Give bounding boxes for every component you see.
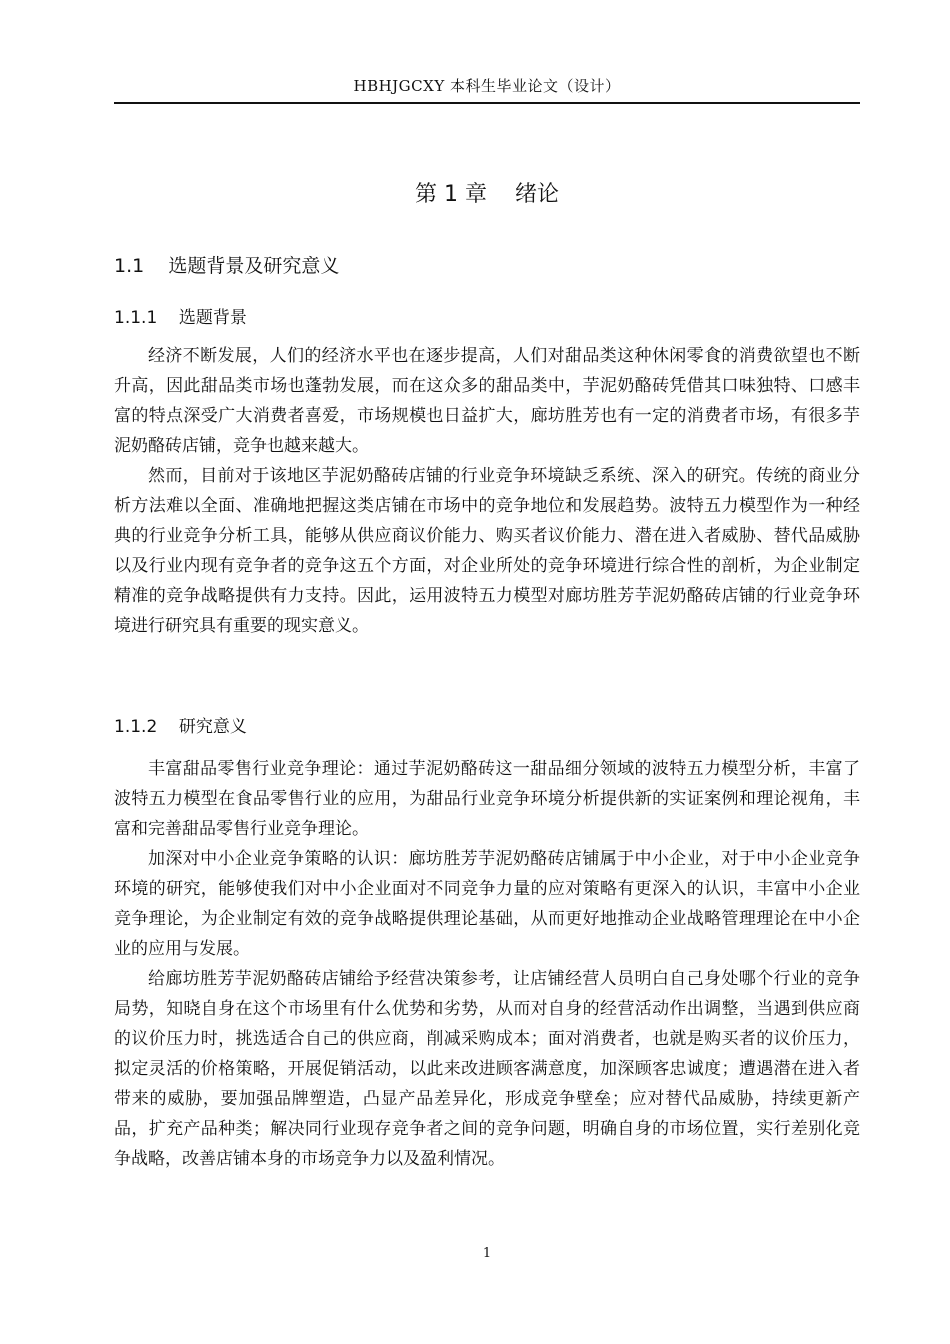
body-paragraph: 然而，目前对于该地区芋泥奶酪砖店铺的行业竞争环境缺乏系统、深入的研究。传统的商业分析方法难以全面、准确地把握这类店铺在市场中的竞争地位和发展趋势。波特五力模型作为一种经典的行业竞争分析工具，能够从供应商议价能力、购买者议价能力、潜在进入者威胁、替代品威胁以及行业内现有竞争者的竞争这五个方面，对企业所处的竞争环境进行综合性的剖析，为企业制定精准的竞争战略提供有力支持。因此，运用波特五力模型对廊坊胜芳芋泥奶酪砖店铺的行业竞争环境进行研究具有重要的现实意义。 — [114, 466, 860, 636]
background-paragraphs — [114, 341, 860, 641]
body-paragraph: 丰富甜品零售行业竞争理论：通过芋泥奶酪砖这一甜品细分领域的波特五力模型分析，丰富了波特五力模型在食品零售行业的应用，为甜品行业竞争环境分析提供新的实证案例和理论视角，丰富和完善甜品零售行业竞争理论。 — [114, 759, 860, 839]
page-number: 1 — [482, 1246, 492, 1261]
subsection-heading-1-1-1: 1.1.1 选题背景 — [114, 308, 247, 328]
subsection-heading-1-1-2: 1.1.2 研究意义 — [114, 717, 247, 737]
page-header: HBHJGCXY 本科生毕业论文（设计） — [114, 74, 860, 104]
significance-paragraphs — [114, 754, 860, 1174]
chapter-title: 第 1 章 绪论 — [415, 182, 559, 207]
section-heading-1-1: 1.1 选题背景及研究意义 — [114, 255, 340, 277]
body-paragraph: 加深对中小企业竞争策略的认识：廊坊胜芳芋泥奶酪砖店铺属于中小企业，对于中小企业竞争环境的研究，能够使我们对中小企业面对不同竞争力量的应对策略有更深入的认识，丰富中小企业竞争理论，为企业制定有效的竞争战略提供理论基础，从而更好地推动企业战略管理理论在中小企业的应用与发展。 — [114, 849, 860, 959]
body-paragraph: 经济不断发展，人们的经济水平也在逐步提高，人们对甜品类这种休闲零食的消费欲望也不断升高，因此甜品类市场也蓬勃发展，而在这众多的甜品类中，芋泥奶酪砖凭借其口味独特、口感丰富的特点深受广大消费者喜爱，市场规模也日益扩大，廊坊胜芳也有一定的消费者市场，有很多芋泥奶酪砖店铺，竞争也越来越大。 — [114, 346, 860, 456]
body-paragraph: 给廊坊胜芳芋泥奶酪砖店铺给予经营决策参考，让店铺经营人员明白自己身处哪个行业的竞争局势，知晓自身在这个市场里有什么优势和劣势，从而对自身的经营活动作出调整，当遇到供应商的议价压力时，挑选适合自己的供应商，削减采购成本；面对消费者，也就是购买者的议价压力，拟定灵活的价格策略，开展促销活动，以此来改进顾客满意度，加深顾客忠诚度；遭遇潜在进入者带来的威胁，要加强品牌塑造，凸显产品差异化，形成竞争壁垒；应对替代品威胁，持续更新产品，扩充产品种类；解决同行业现存竞争者之间的竞争问题，明确自身的市场位置，实行差别化竞争战略，改善店铺本身的市场竞争力以及盈利情况。 — [114, 969, 860, 1169]
